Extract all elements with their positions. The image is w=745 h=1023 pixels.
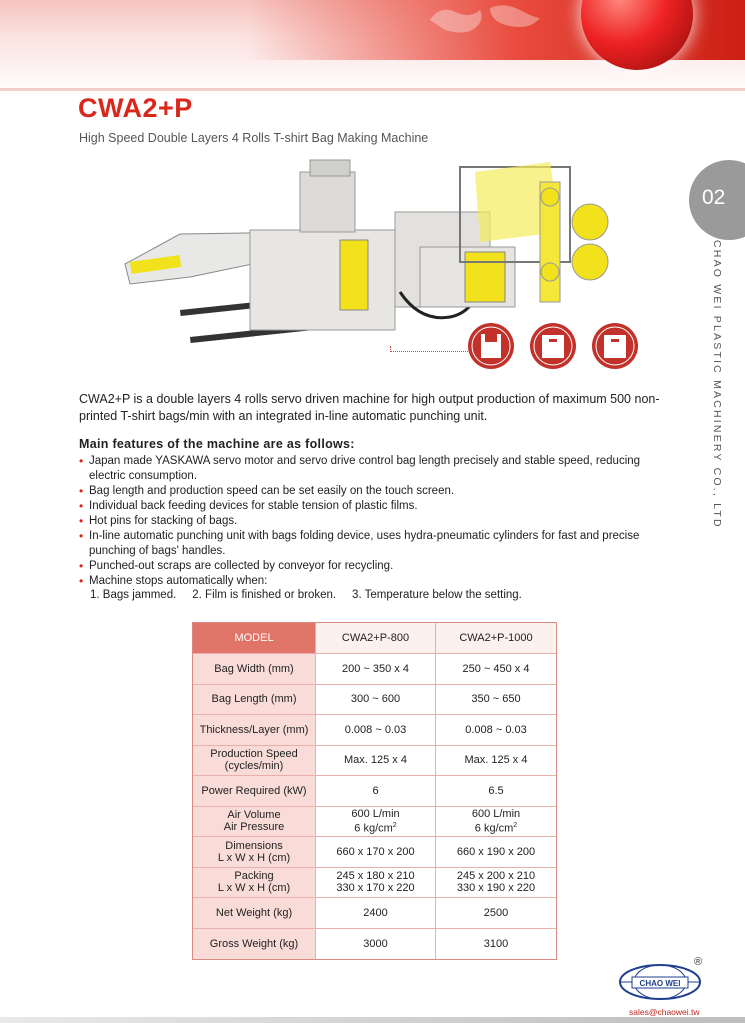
bag-type-icons [466, 322, 641, 370]
logo-text: CHAO WEI [639, 979, 681, 988]
row-label-line: Dimensions [225, 839, 283, 852]
row-label-line: Air Volume [227, 809, 281, 822]
row-label [193, 746, 316, 777]
header-cell: MODEL [193, 623, 316, 654]
features-heading: Main features of the machine are as follows: [79, 437, 355, 451]
world-map-graphic [425, 0, 545, 40]
row-label [193, 837, 316, 868]
intro-paragraph: CWA2+P is a double layers 4 rolls servo driven machine for high output production of maximum 500 non-printed T-shirt bags/min with an integrated in-line automatic punching unit. [79, 392, 660, 423]
cell-line: 600 L/min [351, 807, 400, 820]
page-title: CWA2+P [78, 93, 193, 123]
row-label: Bag Width (mm) [193, 654, 316, 685]
feature-item: • Japan made YASKAWA servo motor and servo drive control bag length precisely and stable speed, reducing electric consumption. [79, 454, 679, 484]
table-row [193, 898, 556, 929]
header-stripe [0, 88, 745, 91]
row-label: Bag Length (mm) [193, 685, 316, 716]
cell-value: 350 ~ 650 [436, 685, 556, 716]
spec-table [192, 622, 557, 960]
cell-value: 2400 [316, 898, 436, 929]
cell-value: Max. 125 x 4 [436, 746, 556, 777]
cell-line [316, 820, 435, 835]
superscript: 2 [513, 821, 518, 829]
table-row [193, 776, 556, 807]
flat-bag-icon [592, 323, 638, 369]
row-label: Gross Weight (kg) [193, 929, 316, 960]
cell-value: 300 ~ 600 [316, 685, 436, 716]
registered-mark: ® [694, 956, 703, 968]
table-row [193, 837, 556, 868]
company-name-vertical: CHAO WEI PLASTIC MACHINERY CO., LTD [711, 240, 723, 529]
cell-value [316, 868, 436, 899]
cell-value: 2500 [436, 898, 556, 929]
cell-value: Max. 125 x 4 [316, 746, 436, 777]
icon-leader-line [390, 346, 468, 352]
feature-item: • In-line automatic punching unit with bags folding device, uses hydra-pneumatic cylinders for fast and precise punching of bags' handles. [79, 529, 679, 559]
table-row [193, 807, 556, 838]
cell-line: 330 x 170 x 220 [336, 882, 415, 895]
page-subtitle: High Speed Double Layers 4 Rolls T-shirt Bag Making Machine [79, 131, 429, 145]
cell-text: 6 kg/cm [354, 822, 393, 835]
features-list [79, 454, 679, 589]
row-label-line: Production Speed [210, 748, 298, 761]
company-logo [617, 962, 703, 1002]
cell-value: 0.008 ~ 0.03 [436, 715, 556, 746]
row-label: Net Weight (kg) [193, 898, 316, 929]
cell-value: 3100 [436, 929, 556, 960]
cell-line [436, 820, 556, 835]
cell-value: 250 ~ 450 x 4 [436, 654, 556, 685]
cell-value [316, 807, 436, 838]
cell-line: 600 L/min [471, 807, 521, 820]
cell-value: 6.5 [436, 776, 556, 807]
table-row [193, 715, 556, 746]
row-label [193, 868, 316, 899]
row-label: Thickness/Layer (mm) [193, 715, 316, 746]
row-label-line: Air Pressure [223, 821, 285, 834]
email-link[interactable]: sales@chaowei.tw [629, 1007, 700, 1017]
header-cell: CWA2+P-800 [316, 623, 436, 654]
cell-value: 3000 [316, 929, 436, 960]
cell-value [436, 868, 556, 899]
table-row [193, 685, 556, 716]
cell-value: 200 ~ 350 x 4 [316, 654, 436, 685]
row-label-line: L x W x H (cm) [217, 851, 291, 864]
row-label [193, 807, 316, 838]
feature-item: • Machine stops automatically when: [79, 574, 679, 589]
feature-item: • Bag length and production speed can be set easily on the touch screen. [79, 484, 679, 499]
cell-line: 245 x 200 x 210 [456, 870, 536, 883]
feature-item: • Individual back feeding devices for stable tension of plastic films. [79, 499, 679, 514]
cell-value: 660 x 170 x 200 [316, 837, 436, 868]
header-cell: CWA2+P-1000 [436, 623, 556, 654]
page-number: 02 [702, 186, 726, 209]
table-row [193, 868, 556, 899]
table-row [193, 746, 556, 777]
row-label-line: L x W x H (cm) [217, 882, 291, 895]
table-header-row [193, 623, 556, 654]
cell-value: 660 x 190 x 200 [436, 837, 556, 868]
cell-value: 0.008 ~ 0.03 [316, 715, 436, 746]
superscript: 2 [392, 821, 397, 829]
feature-item: • Hot pins for stacking of bags. [79, 514, 679, 529]
tshirt-bag-icon [468, 323, 514, 369]
table-row [193, 929, 556, 960]
cell-value [436, 807, 556, 838]
cell-line: 330 x 190 x 220 [456, 882, 536, 895]
cell-text: 6 kg/cm [474, 822, 514, 835]
footer-bar [0, 1017, 745, 1023]
punched-bag-icon [530, 323, 576, 369]
feature-item: • Punched-out scraps are collected by conveyor for recycling. [79, 559, 679, 574]
row-label-line: (cycles/min) [224, 760, 284, 773]
table-row [193, 654, 556, 685]
row-label-line: Packing [234, 870, 274, 883]
stop-conditions: 1. Bags jammed. 2. Film is finished or broken. 3. Temperature below the setting. [90, 589, 522, 601]
cell-line: 245 x 180 x 210 [336, 870, 415, 883]
row-label: Power Required (kW) [193, 776, 316, 807]
cell-value: 6 [316, 776, 436, 807]
